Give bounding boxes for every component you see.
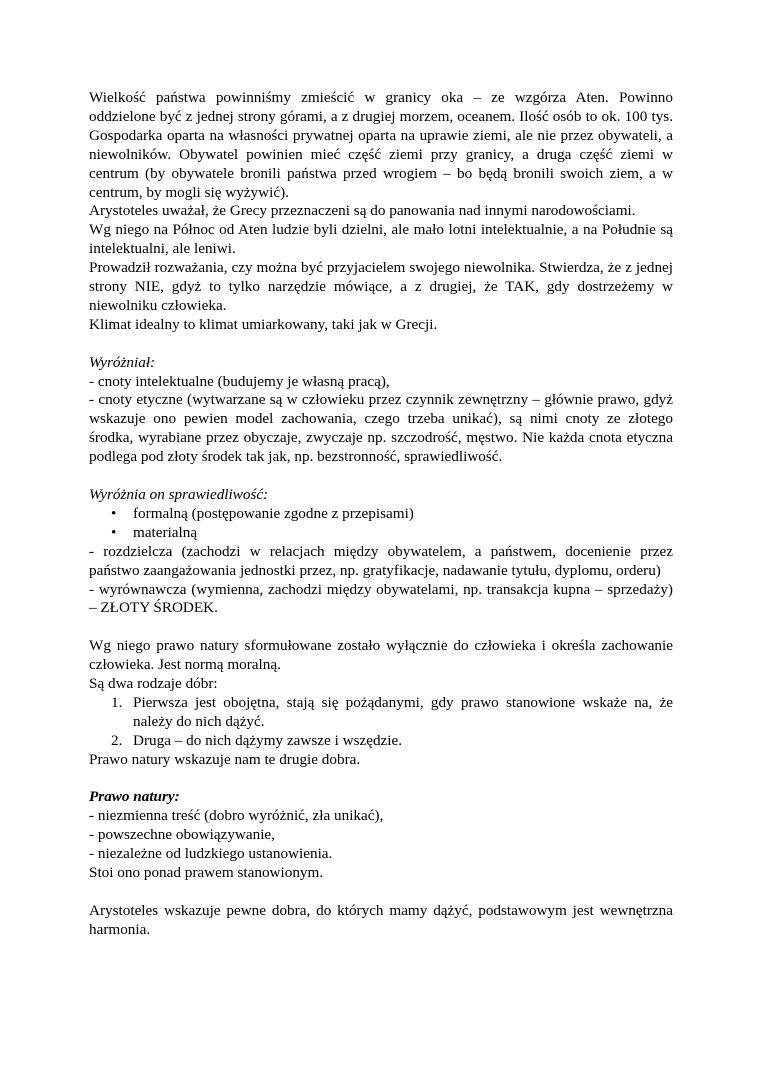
spacer	[89, 770, 673, 789]
list-item-text: Druga – do nich dążymy zawsze i wszędzie.	[133, 731, 403, 749]
natural-law-line: - powszechne obowiązywanie,	[89, 826, 275, 844]
justice-bullet-list	[89, 505, 673, 543]
virtue-line-intellectual: - cnoty intelektualne (budujemy je własną pracą),	[89, 372, 390, 390]
document-page	[89, 89, 673, 940]
list-item	[89, 694, 673, 732]
list-item-text: Pierwsza jest obojętna, stają się pożądanymi, gdy prawo stanowione wskaże na, że należy do nich dążyć.	[133, 693, 673, 730]
list-number: 2.	[111, 731, 123, 749]
spacer	[89, 618, 673, 637]
spacer	[89, 335, 673, 354]
paragraph-north-south: Wg niego na Północ od Aten ludzie byli dzielni, ale mało lotni intelektualnie, a na Południe są intelektualni, ale leniwi.	[89, 221, 673, 258]
paragraph-natural-law-closing: Prawo natury wskazuje nam te drugie dobra.	[89, 750, 361, 768]
natural-law-line: - niezależne od ludzkiego ustanowienia.	[89, 845, 333, 863]
list-item	[89, 732, 673, 751]
justice-line-commutative: - wyrównawcza (wymienna, zachodzi między obywatelami, np. transakcja kupna – sprzedaży) – ZŁOTY ŚRODEK.	[89, 580, 673, 617]
bullet-icon: •	[111, 523, 117, 541]
spacer	[89, 883, 673, 902]
list-number: 1.	[111, 693, 123, 711]
section-heading-virtues: Wyróżniał:	[89, 353, 156, 371]
paragraph-climate: Klimat idealny to klimat umiarkowany, taki jak w Grecji.	[89, 315, 438, 333]
list-item	[89, 524, 673, 543]
natural-law-line: Stoi ono ponad prawem stanowionym.	[89, 864, 324, 882]
section-heading-justice: Wyróżnia on sprawiedliwość:	[89, 486, 269, 503]
natural-law-line: - niezmienna treść (dobro wyróżnić, zła unikać),	[89, 807, 384, 825]
justice-line-distributive: - rozdzielcza (zachodzi w relacjach między obywatelem, a państwem, docenienie przez państwo zaangażowania jednostki przez, np. gratyfikacje, nadawanie tytułu, dyplomu, orderu)	[89, 542, 673, 579]
list-item-text: materialną	[133, 523, 198, 541]
goods-heading: Są dwa rodzaje dóbr:	[89, 675, 218, 693]
paragraph-state-size: Wielkość państwa powinniśmy zmieścić w granicy oka – ze wzgórza Aten. Powinno oddzielone być z jednej strony górami, a z drugiej morzem, oceanem. Ilość osób to ok. 100 tys. Gospodarka oparta na własności prywatnej oparta na uprawie ziemi, ale nie przez obywateli, a niewolników. Obywatel powinien mieć część ziemi przy granicy, a druga część ziemi w centrum (by obywatele bronili państwa przed wrogiem – bo będą bronili swoich ziem, a w centrum, by mogli się wyżywić).	[89, 89, 673, 201]
paragraph-greeks-rule: Arystoteles uważał, że Grecy przeznaczeni są do panowania nad innymi narodowościami.	[89, 202, 636, 220]
paragraph-conclusion: Arystoteles wskazuje pewne dobra, do których mamy dążyć, podstawowym jest wewnętrzna harmonia.	[89, 901, 673, 938]
virtue-line-ethical: - cnoty etyczne (wytwarzane są w człowieku przez czynnik zewnętrzny – głównie prawo, gdyż wskazuje ono pewien model zachowania, czego trzeba unikać), są nimi cnoty ze złotego środka, wyrabiane przez obyczaje, zwyczaje np. szczodrość, męstwo. Nie każda cnota etyczna podlega pod złoty środek tak jak, np. bezstronność, sprawiedliwość.	[89, 391, 673, 466]
spacer	[89, 467, 673, 486]
bullet-icon: •	[111, 504, 117, 522]
paragraph-natural-law: Wg niego prawo natury sformułowane zostało wyłącznie do człowieka i określa zachowanie człowieka. Jest normą moralną.	[89, 637, 673, 674]
paragraph-slave-friendship: Prowadził rozważania, czy można być przyjacielem swojego niewolnika. Stwierdza, że z jednej strony NIE, gdyż to tylko narzędzie mówiące, a z drugiej, że TAK, gdy dostrzeżemy w niewolniku człowieka.	[89, 259, 673, 314]
section-heading-natural-law: Prawo natury:	[89, 788, 180, 806]
goods-numbered-list	[89, 694, 673, 751]
list-item	[89, 505, 673, 524]
list-item-text: formalną (postępowanie zgodne z przepisami)	[133, 504, 414, 522]
